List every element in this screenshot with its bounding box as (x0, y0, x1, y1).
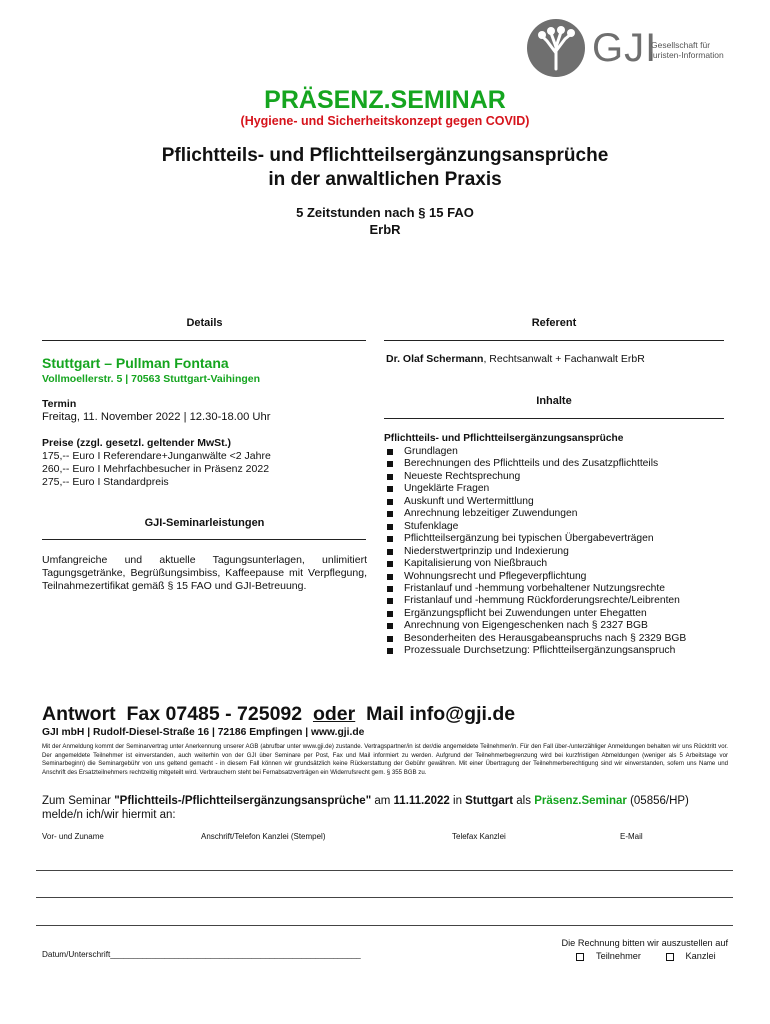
registration-sentence (42, 794, 732, 822)
venue-address: Vollmoellerstr. 5 | 70563 Stuttgart-Vaihingen (42, 373, 261, 385)
square-bullet-icon (387, 461, 393, 467)
topic-text: Pflichtteilsergänzung bei typischen Übergabeverträgen (404, 533, 654, 545)
leistungen-text: Umfangreiche und aktuelle Tagungsunterlagen, unlimitiert Tagungsgetränke, Begrüßungsimbiss, Kaffeepause mit Verpflegung, Teilnahmezertifikat gemäß § 15 FAO und GJI-Betreuung. (42, 554, 367, 592)
topic-title-line1: Pflichtteils- und Pflichtteilsergänzungsansprüche (161, 145, 609, 166)
price-list (42, 450, 271, 489)
topic-item (384, 546, 686, 558)
referent-name: Dr. Olaf Schermann (386, 353, 484, 365)
topic-text: Stufenklage (404, 520, 459, 532)
topic-text: Anrechnung lebzeitiger Zuwendungen (404, 508, 578, 520)
details-divider (42, 340, 366, 341)
square-bullet-icon (387, 486, 393, 492)
topic-item (384, 595, 686, 607)
antwort-heading (42, 703, 515, 726)
topic-text: Ungeklärte Fragen (404, 483, 490, 495)
topic-text: Niederstwertprinzip und Indexierung (404, 545, 569, 557)
inhalte-block-title: Pflichtteils- und Pflichtteilsergänzungsansprüche (384, 433, 624, 444)
col-address-label: Anschrift/Telefon Kanzlei (Stempel) (201, 832, 326, 841)
referent-divider (384, 340, 724, 341)
topic-text: Ergänzungspflicht bei Zuwendungen unter Ehegatten (404, 607, 647, 619)
topic-item (384, 521, 686, 533)
participant-option: Teilnehmer (596, 951, 641, 961)
topic-item (384, 633, 686, 645)
topic-item (384, 458, 686, 470)
square-bullet-icon (387, 648, 393, 654)
topic-item (384, 533, 686, 545)
square-bullet-icon (387, 511, 393, 517)
price-item: 275,-- Euro I Standardpreis (42, 476, 169, 488)
square-bullet-icon (387, 598, 393, 604)
square-bullet-icon (387, 536, 393, 542)
termin-label: Termin (42, 398, 77, 410)
antwort-fax: Antwort Fax 07485 - 725092 (42, 703, 313, 725)
topic-item (384, 558, 686, 570)
signature-line[interactable]: Datum/Unterschrift_______________________________________________________ (42, 950, 361, 959)
logo-wordmark: GJI (592, 26, 658, 70)
square-bullet-icon (387, 474, 393, 480)
topic-text: Neueste Rechtsprechung (404, 470, 521, 482)
entry-line-2[interactable] (36, 897, 733, 898)
topic-item (384, 483, 686, 495)
topic-list (384, 446, 686, 658)
inhalte-divider (384, 418, 724, 419)
topic-text: Fristanlauf und -hemmung vorbehaltener Nutzungsrechte (404, 582, 665, 594)
seminar-subtitle: (Hygiene- und Sicherheitskonzept gegen COVID) (240, 114, 530, 128)
leistungen-heading: GJI-Seminarleistungen (144, 517, 265, 529)
gji-logo-emblem (527, 19, 585, 77)
invoice-label: Die Rechnung bitten wir auszustellen auf (561, 938, 728, 948)
hours-line: 5 Zeitstunden nach § 15 FAO (296, 205, 474, 220)
topic-item (384, 620, 686, 632)
reg-text: am (371, 795, 394, 807)
col-email-label: E-Mail (620, 832, 643, 841)
reg-city: Stuttgart (465, 795, 514, 807)
topic-text: Fristanlauf und -hemmung Rückforderungsrechte/Leibrenten (404, 595, 680, 607)
inhalte-heading: Inhalte (536, 395, 572, 407)
preise-label: Preise (zzgl. gesetzl. geltender MwSt.) (42, 437, 232, 449)
antwort-mail: Mail info@gji.de (355, 703, 516, 725)
org-name (651, 40, 724, 60)
square-bullet-icon (387, 586, 393, 592)
topic-text: Berechnungen des Pflichtteils und des Zusatzpflichtteils (404, 458, 659, 470)
topic-text: Kapitalisierung von Nießbrauch (404, 558, 548, 570)
price-item: 175,-- Euro I Referendare+Junganwälte <2 Jahre (42, 450, 271, 462)
terms-fineprint: Mit der Anmeldung kommt der Seminarvertrag unter Anerkennung unserer AGB (abrufbar unter www.gji.de) zustande. Vertragspartner/in ist der/die angemeldete Teilnehmer/in. Für den Fall über-/unterzähliger Anmeldungen behalten wir uns Rücktritt vor. Der angemeldete Teilnehmer ist einverstanden, auch weiterhin von der GJI über Seminare per Post, Fax und Mail informiert zu werden. Aufgrund der Teilnehmerbegrenzung wird bei kurzfristigen Abmeldungen (weniger als 5 Arbeitstage vor Seminarbeginn) die Seminargebühr von uns geltend gemacht - in diesem Fall können wir grundsätzlich keine Rückerstattung der Gebühr gewähren. Mit einer Übertragung der Teilnehmerberechtigung sind wir einverstanden, sofern uns Name und Anschrift des Ersatzteilnehmers rechtzeitig mitgeteilt wird. Verbrauchern steht bei Fernabsatzverträgen ein Widerrufsrecht gem. § 355 BGB zu. (42, 743, 728, 776)
price-item: 260,-- Euro I Mehrfachbesucher in Präsenz 2022 (42, 463, 270, 475)
reg-date: 11.11.2022 (393, 795, 450, 807)
col-fax-label: Telefax Kanzlei (452, 832, 506, 841)
square-bullet-icon (387, 611, 393, 617)
leistungen-divider (42, 539, 366, 540)
topic-text: Besonderheiten des Herausgabeanspruchs nach § 2329 BGB (404, 632, 687, 644)
col-name-label: Vor- und Zuname (42, 832, 104, 841)
square-bullet-icon (387, 549, 393, 555)
tree-icon (527, 19, 585, 77)
firm-checkbox[interactable] (666, 953, 674, 961)
reg-text: Zum Seminar (42, 795, 115, 807)
square-bullet-icon (387, 449, 393, 455)
invoice-options (576, 951, 716, 961)
antwort-oder: oder (312, 703, 356, 725)
reg-text: als (513, 795, 535, 807)
square-bullet-icon (387, 636, 393, 642)
topic-item (384, 645, 686, 657)
square-bullet-icon (387, 623, 393, 629)
topic-item (384, 471, 686, 483)
referent-heading: Referent (531, 317, 577, 329)
topic-item (384, 508, 686, 520)
square-bullet-icon (387, 524, 393, 530)
details-heading: Details (186, 317, 223, 329)
reg-text: in (449, 795, 466, 807)
topic-text: Grundlagen (404, 446, 458, 457)
topic-item (384, 496, 686, 508)
topic-text: Auskunft und Wertermittlung (404, 495, 534, 507)
topic-item (384, 583, 686, 595)
field-line: ErbR (369, 222, 401, 237)
entry-line-1[interactable] (36, 870, 733, 871)
org-name-line2: juristen-Information (651, 50, 724, 60)
firm-option: Kanzlei (685, 951, 716, 961)
company-address: GJI mbH | Rudolf-Diesel-Straße 16 | 72186 Empfingen | www.gji.de (42, 727, 365, 738)
entry-line-3[interactable] (36, 925, 733, 926)
org-name-line1: Gesellschaft für (651, 40, 711, 50)
referent-line (386, 353, 645, 365)
venue-name: Stuttgart – Pullman Fontana (42, 355, 229, 371)
square-bullet-icon (387, 574, 393, 580)
square-bullet-icon (387, 561, 393, 567)
topic-text: Anrechnung von Eigengeschenken nach § 2327 BGB (404, 620, 648, 632)
square-bullet-icon (387, 499, 393, 505)
topic-title-line2: in der anwaltlichen Praxis (268, 169, 502, 190)
reg-code: (05856/HP) (626, 795, 689, 807)
referent-title: , Rechtsanwalt + Fachanwalt ErbR (483, 353, 645, 365)
topic-item (384, 571, 686, 583)
seminar-title: PRÄSENZ.SEMINAR (264, 86, 506, 114)
termin-value: Freitag, 11. November 2022 | 12.30-18.00 Uhr (42, 411, 271, 423)
participant-checkbox[interactable] (576, 953, 584, 961)
reg-line2: melde/n ich/wir hiermit an: (42, 809, 176, 821)
reg-type: Präsenz.Seminar (534, 795, 627, 807)
topic-text: Prozessuale Durchsetzung: Pflichtteilsergänzungsanspruch (404, 645, 676, 657)
reg-seminar-title: "Pflichtteils-/Pflichtteilsergänzungsansprüche" (114, 795, 372, 807)
topic-item (384, 446, 686, 458)
topic-text: Wohnungsrecht und Pflegeverpflichtung (404, 570, 587, 582)
topic-item (384, 608, 686, 620)
